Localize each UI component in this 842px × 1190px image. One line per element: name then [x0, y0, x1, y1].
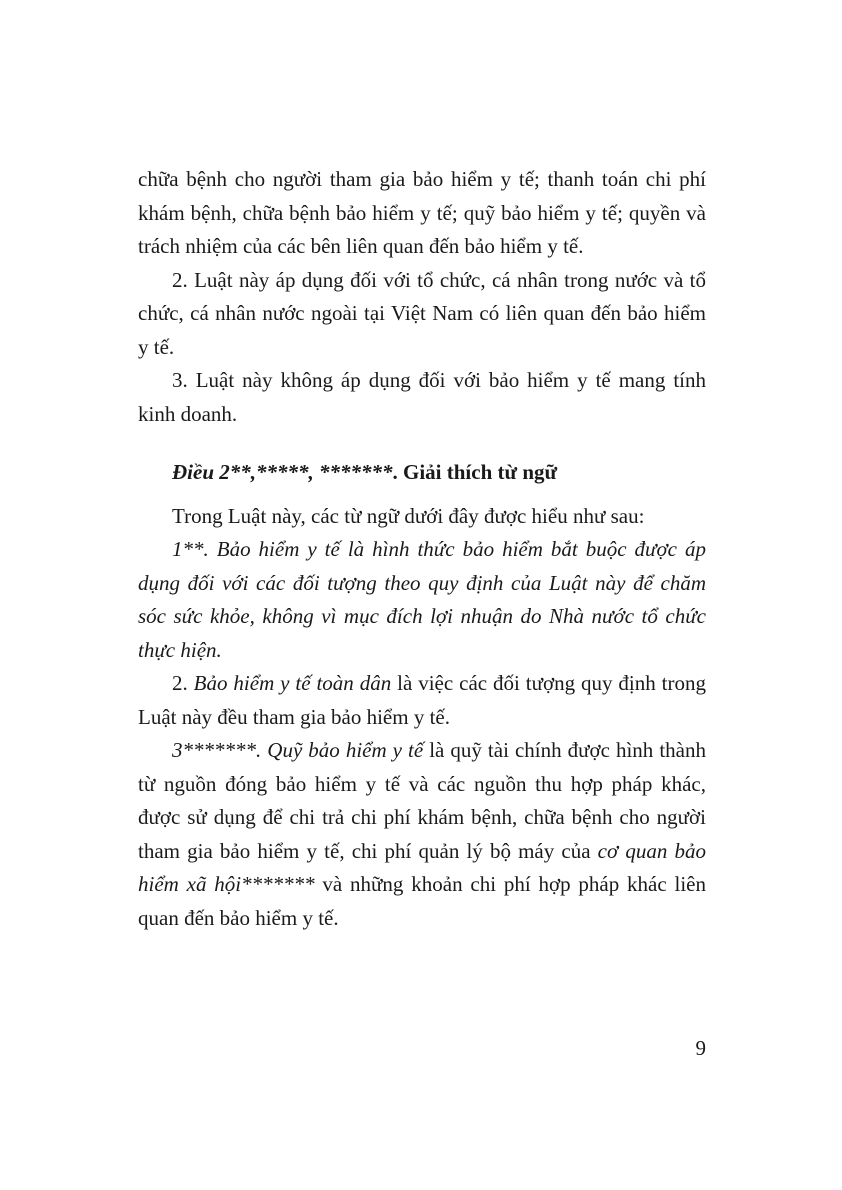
text-run: cơ quan bảo hiểm xã hội******* — [138, 838, 706, 896]
paragraph — [138, 533, 706, 667]
text-run: Trong Luật này, các từ ngữ dưới đây được hiểu như sau: — [172, 503, 645, 528]
text-run: Bảo hiểm y tế toàn dân — [193, 671, 392, 695]
text-run: 1**. Bảo hiểm y tế là hình thức bảo hiểm bắt buộc được áp dụng đối với các đối tượng theo quy định của Luật này để chăm sóc sức khỏe, không vì mục đích lợi nhuận do Nhà nước tổ chức thực hiện. — [138, 537, 706, 662]
paragraph — [138, 500, 706, 534]
text-run: 2. Luật này áp dụng đối với tổ chức, cá nhân trong nước và tổ chức, cá nhân nước ngoài tại Việt Nam có liên quan đến bảo hiểm y tế. — [138, 267, 706, 359]
section-heading — [138, 456, 706, 490]
paragraph — [138, 364, 706, 431]
text-run: là việc các đối tượng quy định trong Luật này đều tham gia bảo hiểm y tế. — [138, 671, 706, 729]
text-run: Điều 2**,*****, ******* — [172, 460, 393, 484]
text-run: là quỹ tài chính được hình thành từ nguồn đóng bảo hiểm y tế và các nguồn thu hợp pháp khác, được sử dụng để chi trả chi phí khám bệnh, chữa bệnh cho người tham gia bảo hiểm y tế, chi phí quản lý bộ máy của — [138, 738, 706, 863]
paragraph — [138, 163, 706, 264]
text-block — [138, 163, 706, 935]
page-number: 9 — [695, 1036, 706, 1060]
text-run: 3*******. Quỹ bảo hiểm y tế — [172, 738, 424, 762]
text-run: 3. Luật này không áp dụng đối với bảo hiểm y tế mang tính kinh doanh. — [138, 368, 706, 426]
text-run: 2. — [172, 671, 194, 695]
paragraph — [138, 264, 706, 365]
paragraph — [138, 667, 706, 734]
text-run: và những khoản chi phí hợp pháp khác liên quan đến bảo hiểm y tế. — [138, 872, 706, 930]
text-run: . Giải thích từ ngữ — [392, 460, 558, 484]
paragraph — [138, 734, 706, 935]
text-run: chữa bệnh cho người tham gia bảo hiểm y tế; thanh toán chi phí khám bệnh, chữa bệnh bảo hiểm y tế; quỹ bảo hiểm y tế; quyền và trách nhiệm của các bên liên quan đến bảo hiểm y tế. — [138, 167, 706, 258]
